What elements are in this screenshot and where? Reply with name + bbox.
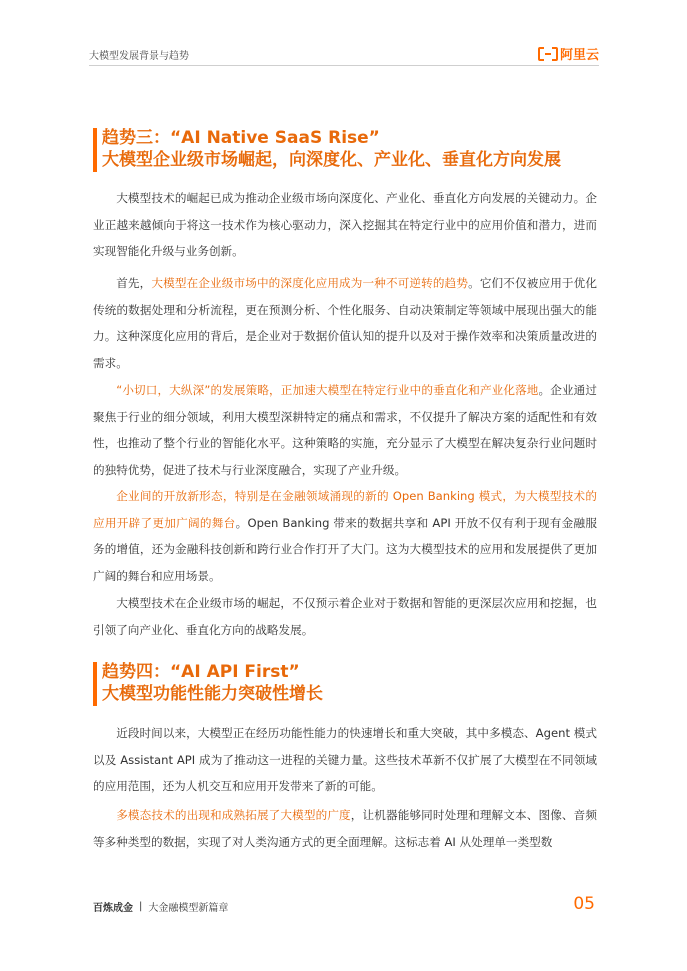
page-number: 05: [573, 894, 595, 914]
paragraph-1-text: 大模型技术的崛起已成为推动企业级市场向深度化、产业化、垂直化方向发展的关键动力。企业正越来越倾向于将这一技术作为核心驱动力，深入挖掘其在特定行业中的应用价值和潜力，进而实现智能化升级与业务创新。: [93, 191, 597, 258]
footer-brand: 百炼成金: [93, 903, 133, 914]
aliyun-logo: [538, 44, 599, 63]
trend3-subtitle: 大模型企业级市场崛起，向深度化、产业化、垂直化方向发展: [102, 150, 561, 170]
paragraph-3-highlight: “小切口，大纵深”的发展策略，正加速大模型在特定行业中的垂直化和产业化落地: [116, 383, 539, 397]
paragraph-2-pre: 首先，: [116, 276, 152, 290]
footer-separator: |: [139, 901, 143, 912]
paragraph-4-highlight: 企业间的开放新形态，特别是在金融领域涌现的新的 Open Banking 模式，为大模型技术的应用开辟了更加广阔的舞台: [93, 489, 597, 530]
paragraph-7: [93, 802, 597, 855]
paragraph-6: [93, 720, 597, 800]
trend3-heading: [102, 127, 561, 171]
paragraph-7-highlight: 多模态技术的出现和成熟拓展了大模型的广度: [116, 808, 351, 822]
trend4-subtitle: 大模型功能性能力突破性增长: [102, 684, 323, 704]
paragraph-2-post: 。它们不仅被应用于优化传统的数据处理和分析流程，更在预测分析、个性化服务、自动决策制定等领域中展现出强大的能力。这种深度化应用的背后，是企业对于数据价值认知的提升以及对于操作效率和决策质量改进的需求。: [93, 276, 597, 370]
paragraph-4: [93, 483, 597, 589]
paragraph-5-text: 大模型技术在企业级市场的崛起，不仅预示着企业对于数据和智能的更深层次应用和挖掘，也引领了向产业化、垂直化方向的战略发展。: [93, 596, 597, 637]
paragraph-4-post: 。Open Banking 带来的数据共享和 API 开放不仅有利于现有金融服务的增值，还为金融科技创新和跨行业合作打开了大门。这为大模型技术的应用和发展提供了更加广阔的舞台和应用场景。: [93, 515, 597, 583]
aliyun-logo-icon: [538, 47, 558, 61]
logo-text: 阿里云: [559, 48, 599, 63]
paragraph-6-text: 近段时间以来，大模型正在经历功能性能力的快速增长和重大突破，其中多模态、Agent 模式以及 Assistant API 成为了推动这一进程的关键力量。这些技术革新不仅扩展了大模型在不同领域的应用范围，还为人机交互和应用开发带来了新的可能。: [93, 726, 597, 793]
header-title: 大模型发展背景与趋势: [89, 51, 189, 62]
paragraph-3-post: 。企业通过聚焦于行业的细分领域，利用大模型深耕特定的痛点和需求，不仅提升了解决方案的适配性和有效性，也推动了整个行业的智能化水平。这种策略的实施，充分显示了大模型在解决复杂行业问题时的独特优势，促进了技术与行业深度融合，实现了产业升级。: [93, 383, 597, 477]
trend4-accent-bar: [93, 662, 97, 706]
paragraph-1: [93, 185, 597, 265]
header-divider: [89, 65, 599, 66]
paragraph-7-post: ，让机器能够同时处理和理解文本、图像、音频等多种类型的数据，实现了对人类沟通方式的更全面理解。这标志着 AI 从处理单一类型数: [93, 808, 597, 849]
paragraph-3: [93, 377, 597, 483]
paragraph-2-highlight: 大模型在企业级市场中的深度化应用成为一种不可逆转的趋势: [151, 276, 469, 290]
trend3-accent-bar: [93, 128, 97, 172]
footer-subtitle: 大金融模型新篇章: [148, 903, 229, 914]
trend4-title: 趋势四：“AI API First”: [102, 662, 300, 682]
footer: [93, 899, 228, 914]
paragraph-5: [93, 590, 597, 643]
trend3-title: 趋势三：“AI Native SaaS Rise”: [102, 128, 380, 148]
paragraph-2: [93, 270, 597, 376]
trend4-heading: [102, 661, 323, 705]
